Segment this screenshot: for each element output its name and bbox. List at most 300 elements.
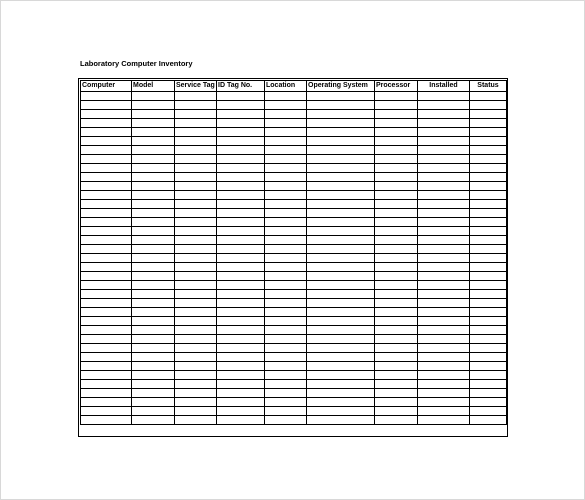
table-cell[interactable] [132, 254, 175, 263]
table-cell[interactable] [375, 236, 418, 245]
table-cell[interactable] [265, 182, 307, 191]
table-cell[interactable] [307, 218, 375, 227]
table-cell[interactable] [175, 263, 217, 272]
table-cell[interactable] [418, 317, 470, 326]
table-cell[interactable] [132, 173, 175, 182]
table-cell[interactable] [81, 182, 132, 191]
table-cell[interactable] [132, 119, 175, 128]
table-cell[interactable] [81, 389, 132, 398]
table-cell[interactable] [470, 308, 507, 317]
table-cell[interactable] [470, 119, 507, 128]
table-cell[interactable] [175, 146, 217, 155]
table-cell[interactable] [132, 272, 175, 281]
table-cell[interactable] [265, 263, 307, 272]
table-cell[interactable] [81, 254, 132, 263]
table-cell[interactable] [470, 164, 507, 173]
table-cell[interactable] [265, 191, 307, 200]
table-cell[interactable] [307, 191, 375, 200]
table-cell[interactable] [175, 245, 217, 254]
table-cell[interactable] [470, 398, 507, 407]
table-cell[interactable] [265, 326, 307, 335]
table-cell[interactable] [81, 227, 132, 236]
table-cell[interactable] [132, 236, 175, 245]
table-cell[interactable] [132, 326, 175, 335]
table-cell[interactable] [217, 254, 265, 263]
table-cell[interactable] [307, 110, 375, 119]
table-cell[interactable] [470, 101, 507, 110]
table-cell[interactable] [307, 254, 375, 263]
table-cell[interactable] [375, 272, 418, 281]
table-cell[interactable] [470, 137, 507, 146]
table-cell[interactable] [81, 209, 132, 218]
table-cell[interactable] [375, 407, 418, 416]
table-cell[interactable] [81, 290, 132, 299]
table-cell[interactable] [175, 164, 217, 173]
table-cell[interactable] [265, 317, 307, 326]
table-cell[interactable] [307, 146, 375, 155]
table-cell[interactable] [307, 362, 375, 371]
table-cell[interactable] [265, 398, 307, 407]
table-cell[interactable] [175, 92, 217, 101]
table-cell[interactable] [470, 173, 507, 182]
table-cell[interactable] [265, 281, 307, 290]
table-cell[interactable] [418, 281, 470, 290]
table-cell[interactable] [132, 317, 175, 326]
table-cell[interactable] [307, 335, 375, 344]
table-cell[interactable] [132, 101, 175, 110]
table-cell[interactable] [375, 281, 418, 290]
table-cell[interactable] [217, 164, 265, 173]
table-cell[interactable] [217, 398, 265, 407]
table-cell[interactable] [132, 299, 175, 308]
table-cell[interactable] [375, 380, 418, 389]
table-cell[interactable] [375, 146, 418, 155]
table-cell[interactable] [217, 137, 265, 146]
table-cell[interactable] [81, 407, 132, 416]
table-cell[interactable] [81, 344, 132, 353]
table-cell[interactable] [175, 308, 217, 317]
table-cell[interactable] [132, 353, 175, 362]
table-cell[interactable] [418, 245, 470, 254]
table-cell[interactable] [418, 416, 470, 425]
table-cell[interactable] [470, 182, 507, 191]
table-cell[interactable] [307, 137, 375, 146]
table-cell[interactable] [175, 299, 217, 308]
table-cell[interactable] [132, 263, 175, 272]
table-cell[interactable] [81, 200, 132, 209]
table-cell[interactable] [307, 101, 375, 110]
table-cell[interactable] [175, 344, 217, 353]
table-cell[interactable] [375, 218, 418, 227]
table-cell[interactable] [175, 407, 217, 416]
table-cell[interactable] [81, 191, 132, 200]
table-cell[interactable] [418, 236, 470, 245]
table-cell[interactable] [175, 272, 217, 281]
table-cell[interactable] [418, 110, 470, 119]
table-cell[interactable] [470, 299, 507, 308]
table-cell[interactable] [217, 263, 265, 272]
table-cell[interactable] [375, 128, 418, 137]
table-cell[interactable] [217, 344, 265, 353]
table-cell[interactable] [418, 155, 470, 164]
table-cell[interactable] [265, 200, 307, 209]
table-cell[interactable] [265, 371, 307, 380]
table-cell[interactable] [307, 155, 375, 164]
table-cell[interactable] [175, 326, 217, 335]
table-cell[interactable] [470, 254, 507, 263]
table-cell[interactable] [375, 362, 418, 371]
table-cell[interactable] [175, 254, 217, 263]
table-cell[interactable] [132, 344, 175, 353]
table-cell[interactable] [217, 299, 265, 308]
table-cell[interactable] [418, 218, 470, 227]
table-cell[interactable] [470, 209, 507, 218]
table-cell[interactable] [375, 164, 418, 173]
table-cell[interactable] [265, 272, 307, 281]
table-cell[interactable] [375, 263, 418, 272]
table-cell[interactable] [175, 236, 217, 245]
table-cell[interactable] [217, 290, 265, 299]
table-cell[interactable] [265, 416, 307, 425]
table-cell[interactable] [418, 344, 470, 353]
table-cell[interactable] [81, 119, 132, 128]
table-cell[interactable] [217, 308, 265, 317]
table-cell[interactable] [375, 110, 418, 119]
table-cell[interactable] [175, 398, 217, 407]
table-cell[interactable] [81, 353, 132, 362]
table-cell[interactable] [217, 326, 265, 335]
table-cell[interactable] [175, 191, 217, 200]
table-cell[interactable] [470, 191, 507, 200]
table-cell[interactable] [307, 236, 375, 245]
table-cell[interactable] [132, 335, 175, 344]
table-cell[interactable] [265, 380, 307, 389]
table-cell[interactable] [470, 92, 507, 101]
table-cell[interactable] [470, 236, 507, 245]
table-cell[interactable] [265, 245, 307, 254]
table-cell[interactable] [217, 371, 265, 380]
table-cell[interactable] [217, 227, 265, 236]
table-cell[interactable] [418, 200, 470, 209]
table-cell[interactable] [217, 245, 265, 254]
table-cell[interactable] [375, 416, 418, 425]
table-cell[interactable] [81, 326, 132, 335]
table-cell[interactable] [375, 389, 418, 398]
table-cell[interactable] [132, 137, 175, 146]
table-cell[interactable] [418, 254, 470, 263]
table-cell[interactable] [217, 389, 265, 398]
table-cell[interactable] [375, 317, 418, 326]
table-cell[interactable] [132, 407, 175, 416]
table-cell[interactable] [132, 245, 175, 254]
table-cell[interactable] [307, 317, 375, 326]
table-cell[interactable] [470, 335, 507, 344]
table-cell[interactable] [265, 164, 307, 173]
table-cell[interactable] [265, 155, 307, 164]
table-cell[interactable] [81, 398, 132, 407]
table-cell[interactable] [217, 92, 265, 101]
table-cell[interactable] [375, 200, 418, 209]
table-cell[interactable] [375, 290, 418, 299]
table-cell[interactable] [375, 371, 418, 380]
table-cell[interactable] [375, 173, 418, 182]
table-cell[interactable] [307, 128, 375, 137]
table-cell[interactable] [217, 236, 265, 245]
table-cell[interactable] [470, 407, 507, 416]
table-cell[interactable] [217, 407, 265, 416]
table-cell[interactable] [132, 146, 175, 155]
table-cell[interactable] [418, 362, 470, 371]
table-cell[interactable] [81, 272, 132, 281]
table-cell[interactable] [418, 101, 470, 110]
table-cell[interactable] [132, 200, 175, 209]
table-cell[interactable] [217, 119, 265, 128]
table-cell[interactable] [375, 344, 418, 353]
table-cell[interactable] [265, 146, 307, 155]
table-cell[interactable] [217, 101, 265, 110]
table-cell[interactable] [265, 299, 307, 308]
table-cell[interactable] [418, 272, 470, 281]
table-cell[interactable] [470, 389, 507, 398]
table-cell[interactable] [470, 245, 507, 254]
table-cell[interactable] [132, 92, 175, 101]
table-cell[interactable] [375, 254, 418, 263]
table-cell[interactable] [265, 209, 307, 218]
table-cell[interactable] [175, 227, 217, 236]
table-cell[interactable] [81, 173, 132, 182]
table-cell[interactable] [307, 380, 375, 389]
table-cell[interactable] [132, 290, 175, 299]
table-cell[interactable] [470, 272, 507, 281]
table-cell[interactable] [175, 371, 217, 380]
table-cell[interactable] [81, 155, 132, 164]
table-cell[interactable] [265, 218, 307, 227]
table-cell[interactable] [418, 389, 470, 398]
table-cell[interactable] [217, 173, 265, 182]
table-cell[interactable] [418, 182, 470, 191]
table-cell[interactable] [175, 209, 217, 218]
table-cell[interactable] [418, 263, 470, 272]
table-cell[interactable] [375, 191, 418, 200]
table-cell[interactable] [307, 182, 375, 191]
table-cell[interactable] [175, 119, 217, 128]
table-cell[interactable] [470, 344, 507, 353]
table-cell[interactable] [81, 218, 132, 227]
table-cell[interactable] [217, 218, 265, 227]
table-cell[interactable] [375, 92, 418, 101]
table-cell[interactable] [418, 137, 470, 146]
table-cell[interactable] [175, 389, 217, 398]
table-cell[interactable] [418, 326, 470, 335]
table-cell[interactable] [265, 335, 307, 344]
table-cell[interactable] [132, 362, 175, 371]
table-cell[interactable] [470, 227, 507, 236]
table-cell[interactable] [175, 182, 217, 191]
table-cell[interactable] [470, 128, 507, 137]
table-cell[interactable] [470, 155, 507, 164]
table-cell[interactable] [265, 344, 307, 353]
table-cell[interactable] [132, 389, 175, 398]
table-cell[interactable] [470, 317, 507, 326]
table-cell[interactable] [375, 182, 418, 191]
table-cell[interactable] [217, 272, 265, 281]
table-cell[interactable] [175, 218, 217, 227]
table-cell[interactable] [175, 137, 217, 146]
table-cell[interactable] [418, 128, 470, 137]
table-cell[interactable] [470, 290, 507, 299]
table-cell[interactable] [132, 209, 175, 218]
table-cell[interactable] [470, 362, 507, 371]
table-cell[interactable] [175, 353, 217, 362]
table-cell[interactable] [470, 110, 507, 119]
table-cell[interactable] [175, 101, 217, 110]
table-cell[interactable] [307, 398, 375, 407]
table-cell[interactable] [470, 281, 507, 290]
table-cell[interactable] [307, 209, 375, 218]
table-cell[interactable] [418, 209, 470, 218]
table-cell[interactable] [418, 398, 470, 407]
table-cell[interactable] [217, 110, 265, 119]
table-cell[interactable] [175, 335, 217, 344]
table-cell[interactable] [265, 137, 307, 146]
table-cell[interactable] [265, 236, 307, 245]
table-cell[interactable] [265, 173, 307, 182]
table-cell[interactable] [81, 308, 132, 317]
table-cell[interactable] [217, 380, 265, 389]
table-cell[interactable] [81, 371, 132, 380]
table-cell[interactable] [81, 335, 132, 344]
table-cell[interactable] [217, 128, 265, 137]
table-cell[interactable] [375, 353, 418, 362]
table-cell[interactable] [175, 110, 217, 119]
table-cell[interactable] [175, 173, 217, 182]
table-cell[interactable] [418, 146, 470, 155]
table-cell[interactable] [470, 416, 507, 425]
table-cell[interactable] [307, 353, 375, 362]
table-cell[interactable] [470, 200, 507, 209]
table-cell[interactable] [265, 101, 307, 110]
table-cell[interactable] [265, 227, 307, 236]
table-cell[interactable] [132, 227, 175, 236]
table-cell[interactable] [307, 281, 375, 290]
table-cell[interactable] [81, 236, 132, 245]
table-cell[interactable] [470, 218, 507, 227]
table-cell[interactable] [217, 209, 265, 218]
table-cell[interactable] [470, 380, 507, 389]
table-cell[interactable] [132, 182, 175, 191]
table-cell[interactable] [265, 353, 307, 362]
table-cell[interactable] [375, 299, 418, 308]
table-cell[interactable] [375, 227, 418, 236]
table-cell[interactable] [132, 308, 175, 317]
table-cell[interactable] [375, 155, 418, 164]
table-cell[interactable] [175, 362, 217, 371]
table-cell[interactable] [265, 119, 307, 128]
table-cell[interactable] [418, 164, 470, 173]
table-cell[interactable] [265, 407, 307, 416]
table-cell[interactable] [132, 218, 175, 227]
table-cell[interactable] [217, 200, 265, 209]
table-cell[interactable] [470, 353, 507, 362]
table-cell[interactable] [470, 146, 507, 155]
table-cell[interactable] [307, 164, 375, 173]
table-cell[interactable] [418, 308, 470, 317]
table-cell[interactable] [265, 110, 307, 119]
table-cell[interactable] [175, 416, 217, 425]
table-cell[interactable] [81, 146, 132, 155]
table-cell[interactable] [265, 308, 307, 317]
table-cell[interactable] [375, 101, 418, 110]
table-cell[interactable] [175, 317, 217, 326]
table-cell[interactable] [265, 128, 307, 137]
table-cell[interactable] [470, 326, 507, 335]
table-cell[interactable] [217, 416, 265, 425]
table-cell[interactable] [132, 398, 175, 407]
table-cell[interactable] [265, 389, 307, 398]
table-cell[interactable] [307, 245, 375, 254]
table-cell[interactable] [81, 317, 132, 326]
table-cell[interactable] [217, 362, 265, 371]
table-cell[interactable] [307, 299, 375, 308]
table-cell[interactable] [81, 263, 132, 272]
table-cell[interactable] [418, 173, 470, 182]
table-cell[interactable] [418, 299, 470, 308]
table-cell[interactable] [132, 416, 175, 425]
table-cell[interactable] [307, 326, 375, 335]
table-cell[interactable] [375, 119, 418, 128]
table-cell[interactable] [307, 371, 375, 380]
table-cell[interactable] [81, 110, 132, 119]
table-cell[interactable] [418, 353, 470, 362]
table-cell[interactable] [81, 281, 132, 290]
table-cell[interactable] [307, 407, 375, 416]
table-cell[interactable] [265, 290, 307, 299]
table-cell[interactable] [132, 155, 175, 164]
table-cell[interactable] [470, 263, 507, 272]
table-cell[interactable] [81, 416, 132, 425]
table-cell[interactable] [307, 344, 375, 353]
table-cell[interactable] [470, 371, 507, 380]
table-cell[interactable] [375, 326, 418, 335]
table-cell[interactable] [132, 128, 175, 137]
table-cell[interactable] [175, 380, 217, 389]
table-cell[interactable] [418, 380, 470, 389]
table-cell[interactable] [307, 119, 375, 128]
table-cell[interactable] [307, 290, 375, 299]
table-cell[interactable] [418, 191, 470, 200]
table-cell[interactable] [217, 317, 265, 326]
table-cell[interactable] [307, 272, 375, 281]
table-cell[interactable] [375, 245, 418, 254]
table-cell[interactable] [307, 227, 375, 236]
table-cell[interactable] [418, 227, 470, 236]
table-cell[interactable] [375, 209, 418, 218]
table-cell[interactable] [375, 398, 418, 407]
table-cell[interactable] [132, 110, 175, 119]
table-cell[interactable] [307, 263, 375, 272]
table-cell[interactable] [217, 182, 265, 191]
table-cell[interactable] [81, 164, 132, 173]
table-cell[interactable] [81, 299, 132, 308]
table-cell[interactable] [265, 92, 307, 101]
table-cell[interactable] [265, 254, 307, 263]
table-cell[interactable] [375, 335, 418, 344]
table-cell[interactable] [175, 290, 217, 299]
table-cell[interactable] [418, 119, 470, 128]
table-cell[interactable] [217, 155, 265, 164]
table-cell[interactable] [81, 92, 132, 101]
table-cell[interactable] [132, 371, 175, 380]
